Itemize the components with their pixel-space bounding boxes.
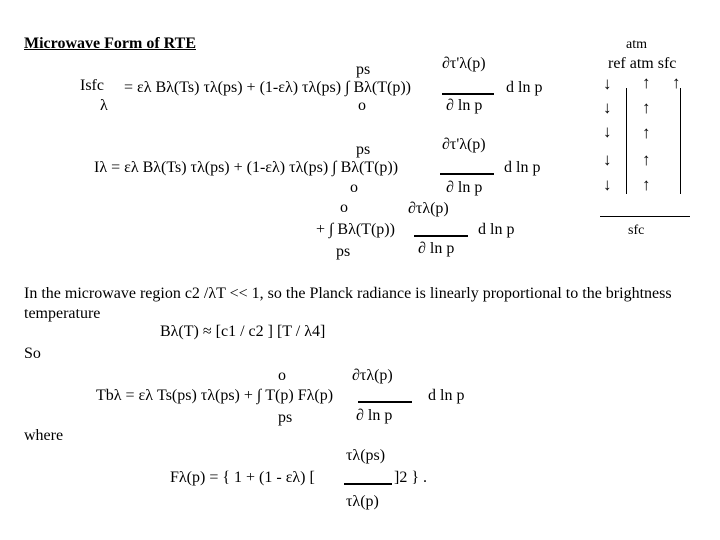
eq2-lower-limit: o (350, 179, 358, 196)
eq2-line: Iλ = ελ Bλ(Ts) τλ(ps) + (1-ελ) τλ(ps) ∫ Bλ(T(p)) (94, 159, 399, 176)
eq2-dlnp: d ln p (504, 159, 541, 176)
eq3-dlnp: d ln p (478, 221, 515, 238)
eq2-deriv-numerator: ∂τ'λ(p) (442, 136, 486, 153)
eq1-lambda-subscript: λ (100, 97, 108, 114)
eq3-upper-limit: o (340, 199, 348, 216)
eq1-lhs: Isfc (80, 77, 104, 94)
eq4-dlnp: d ln p (428, 387, 465, 404)
eq1-deriv-denominator: ∂ ln p (446, 97, 483, 114)
eq5-fraction-bar (344, 476, 392, 492)
eq5-numerator: τλ(ps) (346, 447, 386, 464)
down-arrow-icon: ↓ (603, 74, 612, 93)
diagram-atm-label: atm (626, 37, 647, 52)
eq4-upper-limit: o (278, 367, 286, 384)
down-arrow-icon: ↓ (603, 175, 612, 194)
eq4-line: Tbλ = ελ Ts(ps) τλ(ps) + ∫ T(p) Fλ(p) (96, 387, 334, 404)
up-arrow-icon: ↑ (672, 73, 681, 92)
eq1-lower-limit: o (358, 97, 366, 114)
eq1-dlnp: d ln p (506, 79, 543, 96)
diagram-sfc-line (680, 88, 681, 194)
eq2-deriv-denominator: ∂ ln p (446, 179, 483, 196)
up-arrow-icon: ↑ (642, 150, 651, 169)
diagram-ref-line (626, 88, 627, 194)
surface-line (600, 216, 690, 217)
so-label: So (24, 345, 41, 362)
eq2-upper-limit: ps (356, 141, 371, 158)
up-arrow-icon: ↑ (642, 73, 651, 92)
page-title: Microwave Form of RTE (24, 35, 196, 52)
eq4-deriv-denominator: ∂ ln p (356, 407, 393, 424)
planck-approximation: Bλ(T) ≈ [c1 / c2 ] [T / λ4] (160, 323, 326, 340)
eq3-deriv-numerator: ∂τλ(p) (408, 200, 449, 217)
down-arrow-icon: ↓ (603, 150, 612, 169)
down-arrow-icon: ↓ (603, 98, 612, 117)
up-arrow-icon: ↑ (642, 98, 651, 117)
eq4-deriv-numerator: ∂τλ(p) (352, 367, 393, 384)
eq5-denominator: τλ(p) (346, 493, 379, 510)
down-arrow-icon: ↓ (603, 122, 612, 141)
diagram-sfc-label: sfc (628, 223, 645, 238)
eq3-deriv-denominator: ∂ ln p (418, 240, 455, 257)
eq1-deriv-numerator: ∂τ'λ(p) (442, 55, 486, 72)
eq5-close: ]2 } . (394, 469, 428, 486)
eq3-line: + ∫ Bλ(T(p)) (316, 221, 395, 238)
eq3-lower-limit: ps (336, 243, 351, 260)
where-label: where (24, 427, 64, 444)
eq4-lower-limit: ps (278, 409, 293, 426)
planck-paragraph: In the microwave region c2 /λT << 1, so the Planck radiance is linearly proportional to the brightness temperature (24, 285, 672, 322)
eq1-upper-limit: ps (356, 61, 371, 78)
diagram-column-labels: ref atm sfc (608, 55, 677, 72)
up-arrow-icon: ↑ (642, 175, 651, 194)
up-arrow-icon: ↑ (642, 123, 651, 142)
eq1-rhs: = ελ Bλ(Ts) τλ(ps) + (1-ελ) τλ(ps) ∫ Bλ(T(p)) (124, 79, 411, 96)
eq5-line: Fλ(p) = { 1 + (1 - ελ) [ (170, 469, 315, 486)
